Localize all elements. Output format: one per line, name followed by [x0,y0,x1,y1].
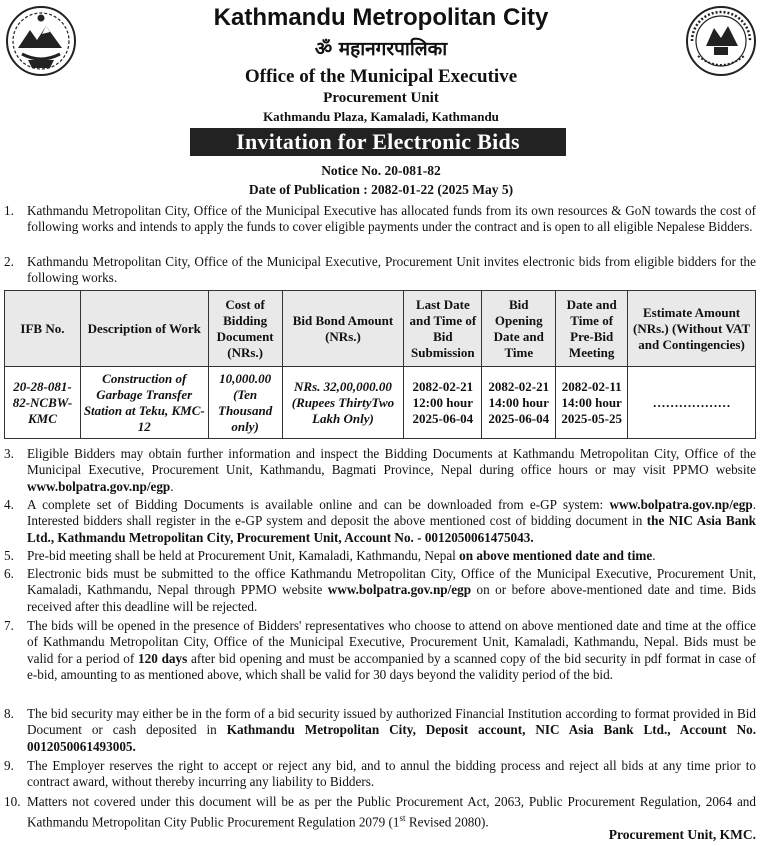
clause-number: 5. [4,548,14,563]
column-header: IFB No. [5,291,81,367]
clause-number: 10. [4,794,21,809]
column-header: Bid Opening Date and Time [482,291,556,367]
office-address: Kathmandu Plaza, Kamaladi, Kathmandu [263,109,499,124]
clause-7: The bids will be opened in the presence of Bidders' representatives who choose to attend on above mentioned date and time at the office of Kathmandu Metropolitan City, Office of the Municipal Executive, Procurement Unit, Kamaladi, Kathmandu, Nepal. Bids must be valid for a period of 120 days after bid opening and must be accompanied by a scanned copy of the bid security in pdf format in case of e-bid, amounting to as mentioned above, which shall be valid for 30 days beyond the validity period of the bid. [27,618,757,683]
submission-datetime [404,367,482,439]
document-cost: 10,000.00 (Ten Thousand only) [208,367,282,439]
work-description: Construction of Garbage Transfer Station at Teku, KMC-12 [80,367,208,439]
notice-number: Notice No. 20-081-82 [321,163,441,178]
clause-10: Matters not covered under this document will be as per the Public Procurement Act, 2063, Public Procurement Regulation, 2064 and Kathmandu Metropolitan City Public Procurement Regulation 2079 (1st Revised 2080). [27,794,756,830]
egp-link[interactable]: www.bolpatra.gov.np/egp [609,497,753,512]
clause-number: 8. [4,706,14,721]
clause-number: 4. [4,497,14,512]
bid-table [4,290,756,439]
column-header: Last Date and Time of Bid Submission [404,291,482,367]
table-row [5,367,756,439]
publication-date: Date of Publication : 2082-01-22 (2025 May 5) [248,182,514,197]
column-header: Estimate Amount (NRs.) (Without VAT and Contingencies) [628,291,756,367]
column-header: Cost of Bidding Document (NRs.) [208,291,282,367]
clause-9: The Employer reserves the right to accept or reject any bid, and to annul the bidding process and reject all bids at any time prior to contract award, without thereby incurring any liability to Bidders. [27,758,756,790]
opening-datetime [482,367,556,439]
clause-number: 2. [4,254,14,269]
estimate-amount: ……………… [628,367,756,439]
clause-number: 9. [4,758,14,773]
clause-2: Kathmandu Metropolitan City, Office of the Municipal Executive, Procurement Unit invites electronic bids from eligible bidders for the following works. [27,254,756,286]
prebid-datetime [556,367,628,439]
bolpatra-link[interactable]: www.bolpatra.gov.np/egp [27,478,171,494]
column-header: Bid Bond Amount (NRs.) [282,291,404,367]
clause-number: 3. [4,446,14,461]
clause-number: 7. [4,618,14,633]
clause-6: Electronic bids must be submitted to the office Kathmandu Metropolitan City, Office of the Municipal Executive, Procurement Unit, Kamaladi, Kathmandu, Nepal through PPMO website www.bolpatra.gov.np/egp on or before above-mentioned date and time. Bids received after this deadline will be rejected. [27,566,756,614]
opening-date: 2082-02-21 [488,378,550,394]
kmc-seal-icon [684,4,758,78]
submission-time: 12:00 hour [412,394,473,410]
unit-title: Procurement Unit [323,90,439,106]
opening-time: 14:00 hour [488,394,549,410]
clause-number: 6. [4,566,14,581]
column-header: Description of Work [80,291,208,367]
submission-ad-date: 2025-06-04 [412,410,474,426]
deposit-account: Kathmandu Metropolitan City, Deposit account, NIC Asia Bank Ltd., Account No. 0012050061493005. [27,722,756,754]
office-title: Office of the Municipal Executive [244,66,518,87]
clause-3: Eligible Bidders may obtain further information and inspect the Bidding Documents at Kathmandu Metropolitan City, Office of the Municipal Executive, Procurement Unit, Kathmandu, Bagmati Province, Nepal during office hours or may visit PPMO website www.bolpatra.gov.np/egp. [27,446,756,494]
prebid-date: 2082-02-11 [561,378,622,394]
clause-1: Kathmandu Metropolitan City, Office of the Municipal Executive has allocated funds from its own resources & GoN towards the cost of following works and intends to apply the funds to cover eligible payments under the contract and is open to all eligible Nepalese Bidders. [27,203,756,235]
signature: Procurement Unit, KMC. [608,827,756,842]
deposit-account: the NIC Asia Bank Ltd., Kathmandu Metropolitan City, Procurement Unit, Account No. - 0012050061475043. [27,513,756,545]
city-title-devanagari: ॐ महानगरपालिका [314,38,448,60]
bid-bond-amount: NRs. 32,00,000.00 (Rupees ThirtyTwo Lakh Only) [282,367,404,439]
notice-header [0,0,762,152]
prebid-ad-date: 2025-05-25 [561,410,622,426]
prebid-time: 14:00 hour [561,394,622,410]
clause-5: Pre-bid meeting shall be held at Procurement Unit, Kamaladi, Kathmandu, Nepal on above mentioned date and time. [27,548,656,563]
submission-date: 2082-02-21 [412,378,474,394]
invitation-banner: Invitation for Electronic Bids [190,128,566,156]
opening-ad-date: 2025-06-04 [488,410,550,426]
ifb-number: 20-28-081-82-NCBW-KMC [5,367,81,439]
city-title: Kathmandu Metropolitan City [213,4,549,31]
clause-number: 1. [4,203,14,218]
clause-8: The bid security may either be in the form of a bid security issued by authorized Financial Institution according to format provided in Bid Document or cash deposited in Kathmandu Metropolitan City, Deposit account, NIC Asia Bank Ltd., Account No. 0012050061493005. [27,706,756,754]
bolpatra-link[interactable]: www.bolpatra.gov.np/egp [327,582,472,598]
clause-4: A complete set of Bidding Documents is available online and can be downloaded from e-GP system: www.bolpatra.gov.np/egp. Interested bidders shall register in the e-GP system and deposit the above mentioned cost of bidding document in the NIC Asia Bank Ltd., Kathmandu Metropolitan City, Procurement Unit, Account No. - 0012050061475043. [27,497,756,545]
column-header: Date and Time of Pre-Bid Meeting [556,291,628,367]
table-header-row [5,291,756,367]
